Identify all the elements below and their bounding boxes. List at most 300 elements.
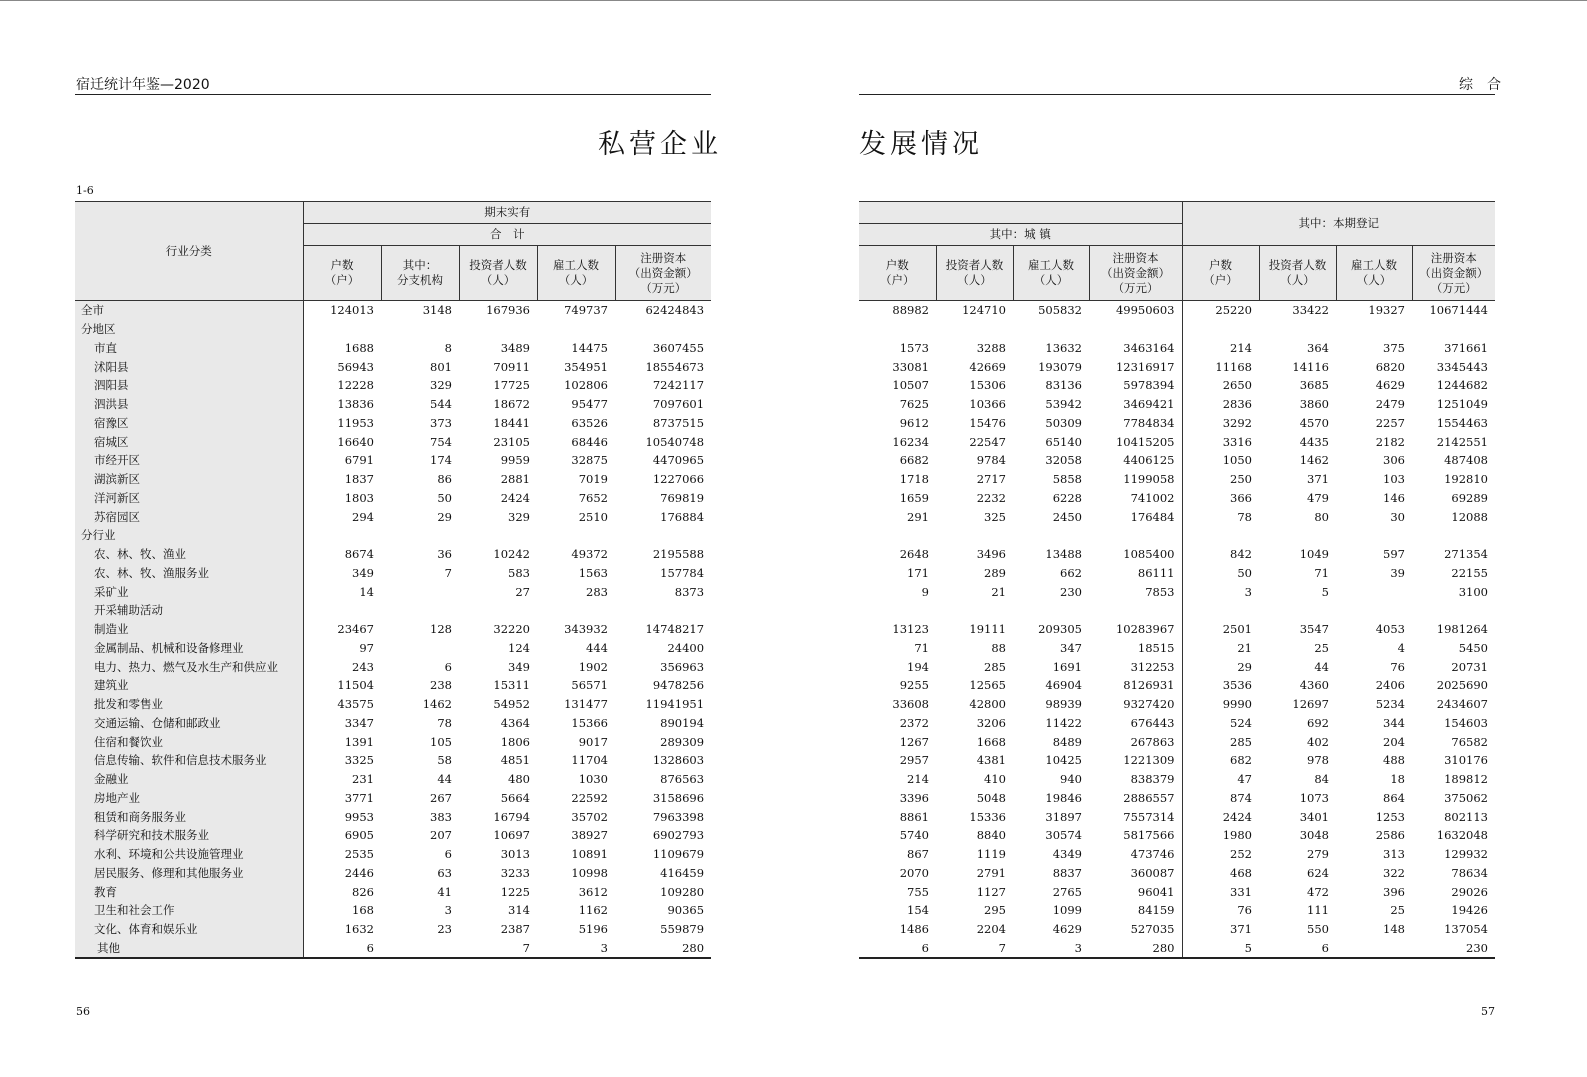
- row-label: 采矿业: [75, 582, 303, 601]
- table-cell: 2648: [899, 547, 929, 562]
- table-cell: 111: [1307, 903, 1329, 918]
- table-cell: 1109679: [652, 847, 705, 862]
- table-cell: 7: [459, 939, 537, 959]
- column-header-line: 投资者人数: [1268, 258, 1327, 272]
- table-cell: 176484: [1089, 507, 1182, 526]
- row-label: 沭阳县: [75, 357, 303, 376]
- table-cell: 5048: [976, 790, 1006, 805]
- table-cell: [1089, 320, 1182, 339]
- table-cell: 329: [430, 378, 452, 393]
- table-row: [75, 845, 711, 864]
- table-cell: 838379: [1089, 770, 1182, 789]
- row-label: 租赁和商务服务业: [75, 807, 303, 826]
- table-cell: 349: [352, 565, 374, 580]
- table-cell: 3547: [1299, 622, 1329, 637]
- table-cell: 13488: [1045, 547, 1082, 562]
- row-label: 农、林、牧、渔服务业: [75, 564, 303, 583]
- table-cell: 624: [1307, 865, 1329, 880]
- table-cell: 2434607: [1436, 697, 1488, 712]
- table-cell: 42669: [969, 359, 1006, 374]
- table-cell: 204: [1383, 734, 1405, 749]
- table-cell: 2025690: [1436, 678, 1488, 693]
- table-cell: 168: [352, 903, 374, 918]
- row-label: 教育: [75, 882, 303, 901]
- table-cell: 1391: [344, 734, 374, 749]
- table-row: [859, 695, 1495, 714]
- table-cell: 366: [1230, 490, 1252, 505]
- column-header-line: （户）: [1203, 273, 1238, 287]
- table-cell: [1259, 320, 1336, 339]
- table-cell: 47: [1237, 772, 1252, 787]
- table-cell: [615, 320, 711, 339]
- table-row: [859, 601, 1495, 620]
- row-label: 全市: [75, 301, 303, 320]
- table-cell: 19327: [1368, 303, 1405, 318]
- column-header: [936, 246, 1013, 301]
- table-cell: 124710: [962, 303, 1006, 318]
- table-cell: 22592: [571, 790, 608, 805]
- table-row: [75, 470, 711, 489]
- table-cell: 128: [430, 622, 452, 637]
- table-cell: 1573: [899, 340, 929, 355]
- table-cell: 14475: [571, 340, 608, 355]
- table-cell: 3048: [1299, 828, 1329, 843]
- table-cell: 1073: [1299, 790, 1329, 805]
- table-cell: 1049: [1299, 547, 1329, 562]
- row-label: 苏宿园区: [75, 507, 303, 526]
- table-row: [859, 357, 1495, 376]
- table-cell: 194: [907, 659, 929, 674]
- table-cell: 940: [1060, 772, 1082, 787]
- table-cell: 12697: [1292, 697, 1329, 712]
- table-cell: 8373: [674, 584, 705, 599]
- table-cell: 4470965: [652, 453, 705, 468]
- table-cell: 154603: [1444, 715, 1488, 730]
- table-cell: 1980: [1222, 828, 1252, 843]
- table-cell: 9255: [899, 678, 929, 693]
- table-row: [859, 714, 1495, 733]
- table-cell: 289: [984, 565, 1006, 580]
- table-cell: 25220: [1215, 303, 1252, 318]
- table-cell: 306: [1383, 453, 1405, 468]
- table-cell: 1221309: [1089, 751, 1182, 770]
- column-header: [1259, 246, 1336, 301]
- table-cell: 375062: [1444, 790, 1488, 805]
- row-label: 科学研究和技术服务业: [75, 826, 303, 845]
- table-row: [75, 582, 711, 601]
- table-cell: 1225: [500, 884, 530, 899]
- table-cell: 749737: [564, 303, 608, 318]
- table-cell: 9: [921, 584, 929, 599]
- table-cell: 1099: [1052, 903, 1082, 918]
- table-cell: 3013: [500, 847, 530, 862]
- table-cell: 3396: [899, 790, 929, 805]
- column-header-line: （人）: [1033, 273, 1069, 287]
- table-cell: 662: [1060, 565, 1082, 580]
- table-row: [75, 414, 711, 433]
- table-cell: 78: [1237, 509, 1252, 524]
- table-cell: 18441: [493, 415, 530, 430]
- table-cell: 137054: [1444, 922, 1488, 937]
- column-header-line: 注册资本: [1112, 250, 1159, 265]
- table-cell: 33422: [1292, 303, 1329, 318]
- table-cell: 11953: [337, 415, 374, 430]
- table-cell: 15306: [969, 378, 1006, 393]
- table-cell: 63: [437, 865, 452, 880]
- table-cell: 252: [1230, 847, 1252, 862]
- table-cell: 1691: [1052, 659, 1082, 674]
- table-cell: 487408: [1444, 453, 1488, 468]
- running-header-left: 宿迁统计年鉴—2020: [76, 77, 210, 93]
- table-cell: 65140: [1045, 434, 1082, 449]
- table-cell: 250: [1230, 472, 1252, 487]
- table-row: [75, 507, 711, 526]
- table-cell: 488: [1383, 753, 1405, 768]
- table-cell: 364: [1307, 340, 1329, 355]
- table-row: [75, 395, 711, 414]
- table-cell: 375: [1383, 340, 1405, 355]
- table-cell: 109280: [660, 884, 705, 899]
- group-header-blank: [859, 202, 1182, 224]
- table-row: [859, 882, 1495, 901]
- table-cell: [381, 320, 459, 339]
- table-cell: [303, 320, 381, 339]
- row-label: 其他: [75, 939, 303, 959]
- table-cell: 69289: [1451, 490, 1488, 505]
- table-cell: 30574: [1045, 828, 1082, 843]
- column-header-line: （人）: [558, 273, 594, 287]
- table-row: [859, 395, 1495, 414]
- table-cell: [859, 526, 936, 545]
- table-cell: 4435: [1299, 434, 1329, 449]
- table-cell: 17725: [493, 378, 530, 393]
- table-cell: 842: [1230, 547, 1252, 562]
- table-cell: 5858: [1052, 472, 1082, 487]
- table-cell: 98939: [1045, 697, 1082, 712]
- table-cell: 214: [907, 772, 929, 787]
- table-cell: 146: [1383, 490, 1405, 505]
- table-row: [75, 620, 711, 639]
- group-header-period-end: 期末实有: [303, 202, 711, 224]
- table-cell: 890194: [660, 715, 705, 730]
- table-cell: 95477: [571, 397, 608, 412]
- row-label: 住宿和餐饮业: [75, 732, 303, 751]
- table-row: [859, 470, 1495, 489]
- table-cell: 157784: [660, 565, 705, 580]
- column-header: [615, 246, 711, 301]
- table-cell: 978: [1307, 753, 1329, 768]
- table-row: [859, 376, 1495, 395]
- table-row: [75, 882, 711, 901]
- table-row: [75, 639, 711, 658]
- table-cell: 7625: [899, 397, 929, 412]
- table-cell: 12565: [969, 678, 1006, 693]
- table-cell: 2501: [1222, 622, 1252, 637]
- table-row: [75, 901, 711, 920]
- table-cell: 801: [430, 359, 452, 374]
- table-cell: 88: [991, 640, 1006, 655]
- table-cell: 2836: [1222, 397, 1252, 412]
- table-cell: [1412, 320, 1495, 339]
- table-cell: 56943: [337, 359, 374, 374]
- table-cell: 76: [1237, 903, 1252, 918]
- table-cell: 3288: [976, 340, 1006, 355]
- table-row: [75, 451, 711, 470]
- table-cell: 2424: [1222, 809, 1252, 824]
- table-cell: [1013, 601, 1089, 620]
- table-cell: [537, 526, 615, 545]
- table-cell: 2182: [1375, 434, 1405, 449]
- table-cell: 6902793: [652, 828, 705, 843]
- table-cell: 343932: [564, 622, 608, 637]
- table-row: [859, 807, 1495, 826]
- table-cell: 7853: [1089, 582, 1182, 601]
- table-cell: 1486: [899, 922, 929, 937]
- table-cell: 544: [430, 397, 452, 412]
- table-cell: 86111: [1089, 564, 1182, 583]
- table-cell: 285: [984, 659, 1006, 674]
- table-cell: [936, 601, 1013, 620]
- table-row: [859, 526, 1495, 545]
- table-cell: 189812: [1444, 772, 1488, 787]
- table-cell: 2886557: [1089, 789, 1182, 808]
- table-cell: 13836: [337, 397, 374, 412]
- table-row: [859, 507, 1495, 526]
- table-cell: 53942: [1045, 397, 1082, 412]
- table-cell: 876563: [660, 772, 705, 787]
- table-cell: 3158696: [652, 790, 705, 805]
- table-cell: 15366: [571, 715, 608, 730]
- row-label: 开采辅助活动: [75, 601, 303, 620]
- table-row: [75, 714, 711, 733]
- column-header-line: （出资金额）: [628, 265, 698, 280]
- table-cell: 1267: [899, 734, 929, 749]
- table-cell: [303, 526, 381, 545]
- table-cell: 4: [1397, 640, 1405, 655]
- table-cell: 103: [1383, 472, 1405, 487]
- table-cell: 331: [1230, 884, 1252, 899]
- table-cell: 3: [1244, 584, 1252, 599]
- column-header-line: 投资者人数: [945, 258, 1004, 272]
- row-label: 金属制品、机械和设备修理业: [75, 639, 303, 658]
- table-cell: 29: [437, 509, 452, 524]
- table-cell: 310176: [1444, 753, 1488, 768]
- row-label: 洋河新区: [75, 489, 303, 508]
- table-cell: 1806: [500, 734, 530, 749]
- column-header-line: 户数: [885, 258, 909, 272]
- table-cell: [303, 601, 381, 620]
- column-header-line: 雇工人数: [553, 258, 599, 272]
- table-cell: 16234: [892, 434, 929, 449]
- table-cell: 25: [1390, 903, 1405, 918]
- table-row: [75, 301, 711, 320]
- table-cell: 62424843: [645, 303, 705, 318]
- table-cell: 741002: [1089, 489, 1182, 508]
- table-cell: 10671444: [1429, 303, 1488, 318]
- table-row: [859, 751, 1495, 770]
- table-cell: 171: [907, 565, 929, 580]
- table-cell: [537, 601, 615, 620]
- column-header-line: （人）: [1356, 273, 1392, 287]
- table-cell: 96041: [1089, 882, 1182, 901]
- table-cell: 271354: [1444, 547, 1488, 562]
- table-cell: 754: [430, 434, 452, 449]
- table-cell: 7784834: [1089, 414, 1182, 433]
- table-cell: 10425: [1045, 753, 1082, 768]
- table-row: [75, 676, 711, 695]
- table-cell: 11168: [1215, 359, 1252, 374]
- table-cell: 2142551: [1436, 434, 1488, 449]
- table-cell: 243: [352, 659, 374, 674]
- table-cell: 864: [1383, 790, 1405, 805]
- table-cell: 22547: [969, 434, 1006, 449]
- table-cell: 84159: [1089, 901, 1182, 920]
- table-row: [75, 545, 711, 564]
- table-cell: [1013, 320, 1089, 339]
- table-cell: 5: [1182, 939, 1259, 959]
- table-cell: 42800: [969, 697, 1006, 712]
- table-number: 1-6: [76, 184, 94, 197]
- table-cell: 207: [430, 828, 452, 843]
- column-header: [1182, 246, 1259, 301]
- table-cell: 2257: [1375, 415, 1405, 430]
- table-cell: 505832: [1038, 303, 1082, 318]
- page-title-left: 私营企业: [598, 129, 722, 160]
- table-cell: 209305: [1038, 622, 1082, 637]
- row-label: 电力、热力、燃气及水生产和供应业: [75, 657, 303, 676]
- table-cell: 32875: [571, 453, 608, 468]
- table-cell: 295: [984, 903, 1006, 918]
- table-cell: 44: [1314, 659, 1329, 674]
- table-row: [859, 789, 1495, 808]
- table-cell: 2957: [899, 753, 929, 768]
- table-row: [859, 545, 1495, 564]
- table-cell: 3401: [1299, 809, 1329, 824]
- table-cell: 30: [1390, 509, 1405, 524]
- table-row: [859, 901, 1495, 920]
- table-cell: 6820: [1375, 359, 1405, 374]
- table-cell: 473746: [1089, 845, 1182, 864]
- column-header-line: 注册资本: [640, 250, 687, 265]
- table-cell: 4629: [1375, 378, 1405, 393]
- table-cell: 559879: [660, 922, 705, 937]
- table-cell: 15476: [969, 415, 1006, 430]
- table-cell: 167936: [486, 303, 530, 318]
- table-cell: 2586: [1375, 828, 1405, 843]
- table-cell: 76: [1390, 659, 1405, 674]
- table-cell: 12088: [1451, 509, 1488, 524]
- column-header-line: 注册资本: [1430, 250, 1477, 265]
- table-cell: 9953: [344, 809, 374, 824]
- data-table-left: [75, 201, 711, 959]
- table-cell: 11941951: [645, 697, 705, 712]
- table-cell: 280: [1089, 939, 1182, 959]
- table-cell: 29026: [1451, 884, 1488, 899]
- table-cell: 3536: [1222, 678, 1252, 693]
- table-cell: 1030: [578, 772, 608, 787]
- table-row: [75, 376, 711, 395]
- table-cell: [537, 320, 615, 339]
- table-cell: 1199058: [1089, 470, 1182, 489]
- table-cell: 12316917: [1089, 357, 1182, 376]
- table-cell: 38927: [571, 828, 608, 843]
- table-cell: 480: [508, 772, 530, 787]
- column-header-line: （出资金额）: [1101, 265, 1170, 280]
- table-cell: [381, 601, 459, 620]
- table-cell: [936, 320, 1013, 339]
- table-row: [75, 807, 711, 826]
- table-cell: 131477: [564, 697, 608, 712]
- table-cell: 3233: [500, 865, 530, 880]
- table-cell: 18515: [1089, 639, 1182, 658]
- table-cell: 8837: [1052, 865, 1082, 880]
- table-cell: 802113: [1444, 809, 1488, 824]
- table-cell: 267: [430, 790, 452, 805]
- column-header-line: 其中：: [402, 258, 438, 272]
- group-header-urban: 其中：城 镇: [859, 224, 1182, 246]
- table-cell: 76582: [1451, 734, 1488, 749]
- table-cell: 344: [1383, 715, 1405, 730]
- table-cell: 294: [352, 509, 374, 524]
- table-cell: 102806: [564, 378, 608, 393]
- table-cell: 1328603: [652, 753, 705, 768]
- table-cell: 29: [1237, 659, 1252, 674]
- table-cell: 78634: [1451, 865, 1488, 880]
- table-cell: 3292: [1222, 415, 1252, 430]
- table-cell: 283: [586, 584, 608, 599]
- table-cell: [615, 601, 711, 620]
- table-row: [75, 732, 711, 751]
- column-header-line: （出资金额）: [1419, 265, 1489, 280]
- table-cell: 97: [359, 640, 374, 655]
- table-cell: 148: [1383, 922, 1405, 937]
- column-header: [381, 246, 459, 301]
- table-cell: 9990: [1222, 697, 1252, 712]
- table-cell: 2510: [578, 509, 608, 524]
- table-cell: 10697: [493, 828, 530, 843]
- table-row: [859, 432, 1495, 451]
- table-cell: 2650: [1222, 378, 1252, 393]
- table-row: [75, 695, 711, 714]
- table-cell: 3612: [578, 884, 608, 899]
- column-header: [303, 246, 381, 301]
- table-cell: 4381: [976, 753, 1006, 768]
- table-cell: 238: [430, 678, 452, 693]
- table-cell: 10507: [892, 378, 929, 393]
- table-row: [75, 339, 711, 358]
- table-cell: 7652: [578, 490, 608, 505]
- table-cell: 7: [444, 565, 452, 580]
- table-cell: 1668: [976, 734, 1006, 749]
- table-cell: 2450: [1052, 509, 1082, 524]
- table-row: [75, 770, 711, 789]
- table-cell: [1259, 526, 1336, 545]
- table-cell: 63526: [571, 415, 608, 430]
- table-cell: 3496: [976, 547, 1006, 562]
- row-label: 金融业: [75, 770, 303, 789]
- table-cell: 8126931: [1089, 676, 1182, 695]
- table-cell: [1182, 601, 1259, 620]
- table-cell: 472: [1307, 884, 1329, 899]
- running-header-right: 综 合: [1459, 77, 1501, 93]
- column-header-line: 分支机构: [397, 273, 443, 287]
- table-cell: 33608: [892, 697, 929, 712]
- table-cell: 8840: [976, 828, 1006, 843]
- table-cell: 4629: [1052, 922, 1082, 937]
- table-cell: 15311: [493, 678, 530, 693]
- table-row: [859, 657, 1495, 676]
- table-cell: 1227066: [652, 472, 705, 487]
